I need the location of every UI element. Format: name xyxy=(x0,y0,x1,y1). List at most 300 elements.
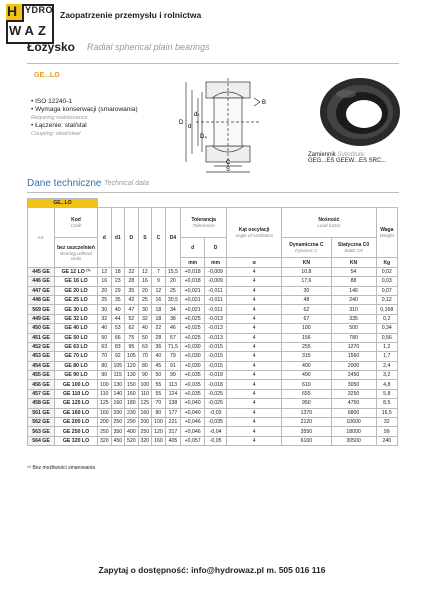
table-cell: 71,5 xyxy=(165,342,181,351)
col-load: Nośność Load factor xyxy=(282,208,376,238)
table-cell: 320 xyxy=(98,436,112,445)
table-cell: 36 xyxy=(152,342,166,351)
table-cell: 63 xyxy=(138,342,152,351)
table-cell: 561 GE xyxy=(28,408,55,417)
col-weight: Waga Weight xyxy=(376,208,397,258)
table-cell: 30 xyxy=(98,305,112,314)
table-cell: 83 xyxy=(111,342,125,351)
table-cell: 446 GE xyxy=(28,277,55,286)
table-row xyxy=(28,324,398,333)
table-row xyxy=(28,436,398,445)
table-cell: 70 xyxy=(98,352,112,361)
table-cell: -0,04 xyxy=(205,427,227,436)
label-C: C xyxy=(226,160,231,166)
table-cell: 2450 xyxy=(331,371,376,380)
table-cell: 3050 xyxy=(331,380,376,389)
table-cell: 6100 xyxy=(282,436,331,445)
feature-iso: • ISO 12240-1 xyxy=(31,98,72,105)
table-row xyxy=(28,305,398,314)
table-cell: 1,7 xyxy=(376,352,397,361)
table-cell: +0,057 xyxy=(181,436,205,445)
table-cell: 66 xyxy=(111,333,125,342)
label-S: S xyxy=(226,167,231,173)
table-cell: 25 xyxy=(98,295,112,304)
table-cell: 2,4 xyxy=(376,361,397,370)
table-cell: +0,046 xyxy=(181,418,205,427)
table-row xyxy=(28,389,398,398)
table-cell: -0,018 xyxy=(205,380,227,389)
table-cell: 80 xyxy=(138,361,152,370)
table-cell: 160 xyxy=(152,436,166,445)
table-cell: 38 xyxy=(165,314,181,323)
table-cell: 200 xyxy=(138,418,152,427)
table-cell: 47 xyxy=(125,305,139,314)
table-cell: 400 xyxy=(282,361,331,370)
table-row xyxy=(28,408,398,417)
table-cell: 5,8 xyxy=(376,389,397,398)
col-dyn: Dynamiczna C Dynamic C xyxy=(282,238,331,258)
table-row xyxy=(28,342,398,351)
table-cell: 105 xyxy=(125,352,139,361)
table-cell: 255 xyxy=(282,342,331,351)
unit-kg: Kg xyxy=(376,258,397,267)
table-cell: 0,2 xyxy=(376,314,397,323)
page-title: Łożysko xyxy=(27,40,76,54)
table-cell: GE 90 LO xyxy=(55,371,98,380)
table-cell: 99 xyxy=(376,427,397,436)
table-cell: 30,5 xyxy=(165,295,181,304)
table-cell: 91 xyxy=(165,361,181,370)
table-cell: 0,07 xyxy=(376,286,397,295)
table-cell: 4 xyxy=(227,267,282,276)
table-cell: GE 40 LO xyxy=(55,324,98,333)
table-cell: 80 xyxy=(152,408,166,417)
col-D4: D4 xyxy=(165,208,181,267)
table-cell: 12 xyxy=(152,286,166,295)
table-cell: -0,013 xyxy=(205,324,227,333)
table-cell: 16 xyxy=(98,277,112,286)
col-S: S xyxy=(138,208,152,267)
table-cell: 20 xyxy=(165,277,181,286)
table-cell: 4 xyxy=(227,380,282,389)
unit-mm-tol-D: mm xyxy=(205,258,227,267)
table-cell: 451 GE xyxy=(28,333,55,342)
table-cell: 4,8 xyxy=(376,380,397,389)
table-cell: 120 xyxy=(152,427,166,436)
table-cell: 70 xyxy=(138,352,152,361)
col-d1: d1 xyxy=(111,208,125,267)
table-cell: 4 xyxy=(227,286,282,295)
table-cell: -0,009 xyxy=(205,267,227,276)
table-row xyxy=(28,352,398,361)
table-cell: 88 xyxy=(331,277,376,286)
table-cell: GE 70 LO xyxy=(55,352,98,361)
table-cell: GE 200 LO xyxy=(55,418,98,427)
table-cell: GE 50 LO xyxy=(55,333,98,342)
table-cell: -0,025 xyxy=(205,389,227,398)
table-cell: 105 xyxy=(111,361,125,370)
table-cell: 50 xyxy=(152,371,166,380)
table-cell: 500 xyxy=(331,324,376,333)
feature-maintenance-en: Requiring maintenance xyxy=(31,115,88,121)
table-cell: 780 xyxy=(331,333,376,342)
table-cell: 10600 xyxy=(331,418,376,427)
table-cell: 16 xyxy=(138,277,152,286)
table-cell: 23 xyxy=(111,277,125,286)
table-cell: 221 xyxy=(165,418,181,427)
col-tolerance: Tolerancja Tolerances xyxy=(181,208,227,238)
company-logo xyxy=(6,4,52,42)
table-cell: 100 xyxy=(282,324,331,333)
table-cell: -0,015 xyxy=(205,342,227,351)
table-cell: 454 GE xyxy=(28,361,55,370)
table-cell: GE 63 LO xyxy=(55,342,98,351)
table-row xyxy=(28,371,398,380)
table-cell: -0,018 xyxy=(205,371,227,380)
table-cell: -0,05 xyxy=(205,436,227,445)
table-cell: 1270 xyxy=(331,342,376,351)
table-row xyxy=(28,267,398,276)
table-cell: 1,2 xyxy=(376,342,397,351)
table-row xyxy=(28,399,398,408)
table-cell: +0,021 xyxy=(181,286,205,295)
table-cell: 0,168 xyxy=(376,305,397,314)
features-list xyxy=(31,98,138,138)
col-d: d xyxy=(98,208,112,267)
table-cell: 79 xyxy=(165,352,181,361)
table-cell: GE 20 LO xyxy=(55,286,98,295)
table-cell: 110 xyxy=(138,389,152,398)
table-cell: -0,035 xyxy=(205,418,227,427)
table-cell: 130 xyxy=(125,371,139,380)
table-cell: 6800 xyxy=(331,408,376,417)
table-cell: 250 xyxy=(138,427,152,436)
table-cell: +0,018 xyxy=(181,277,205,286)
table-cell: 4 xyxy=(227,305,282,314)
table-cell: 350 xyxy=(111,427,125,436)
table-cell: 17,6 xyxy=(282,277,331,286)
table-cell: +0,025 xyxy=(181,314,205,323)
table-cell: -0,03 xyxy=(205,408,227,417)
table-row xyxy=(28,314,398,323)
table-cell: 32 xyxy=(98,314,112,323)
col-C: C xyxy=(152,208,166,267)
table-cell: 40 xyxy=(152,352,166,361)
table-cell: 0,34 xyxy=(376,324,397,333)
table-cell: GE 100 LO xyxy=(55,380,98,389)
col-tol-D: D xyxy=(205,238,227,258)
table-cell: 95 xyxy=(125,342,139,351)
col-D: D xyxy=(125,208,139,267)
table-cell: 450 GE xyxy=(28,324,55,333)
table-cell: 54 xyxy=(331,267,376,276)
table-cell: +0,040 xyxy=(181,399,205,408)
table-cell: 4 xyxy=(227,436,282,445)
table-cell: 458 GE xyxy=(28,399,55,408)
table-cell: 4 xyxy=(227,324,282,333)
table-cell: +0,035 xyxy=(181,389,205,398)
table-cell: 18 xyxy=(111,267,125,276)
label-D: D xyxy=(179,120,184,126)
table-cell: 28 xyxy=(152,333,166,342)
table-cell: 12 xyxy=(98,267,112,276)
table-cell: +0,021 xyxy=(181,295,205,304)
substitute-info xyxy=(308,152,418,164)
table-cell: 4 xyxy=(227,333,282,342)
table-row xyxy=(28,286,398,295)
table-cell: 90 xyxy=(138,371,152,380)
table-cell: GE 160 LO xyxy=(55,408,98,417)
table-cell: 4 xyxy=(227,427,282,436)
table-cell: 4 xyxy=(227,277,282,286)
table-cell: 610 xyxy=(282,380,331,389)
table-cell: 120 xyxy=(125,361,139,370)
table-cell: 160 xyxy=(98,408,112,417)
table-cell: 445 GE xyxy=(28,267,55,276)
table-cell: 138 xyxy=(165,399,181,408)
table-cell: 3550 xyxy=(282,427,331,436)
table-cell: 115 xyxy=(111,371,125,380)
table-cell: 1370 xyxy=(282,408,331,417)
table-cell: 16,5 xyxy=(376,408,397,417)
bearing-cross-section-diagram xyxy=(176,76,296,174)
table-cell: 240 xyxy=(331,295,376,304)
table-cell: 200 xyxy=(111,408,125,417)
table-cell: +0,025 xyxy=(181,333,205,342)
table-cell: GE 32 LO xyxy=(55,314,98,323)
divider xyxy=(27,192,399,193)
table-cell: 405 xyxy=(165,436,181,445)
table-cell: 67 xyxy=(282,314,331,323)
table-cell: 156 xyxy=(282,333,331,342)
contact-info: Zapytaj o dostępność: info@hydrowaz.pl m. 505 016 116 xyxy=(98,565,326,575)
table-cell: 655 xyxy=(282,389,331,398)
table-cell: 113 xyxy=(165,380,181,389)
table-row xyxy=(28,418,398,427)
table-cell: 22 xyxy=(125,267,139,276)
table-cell: 452 GE xyxy=(28,342,55,351)
table-cell: 124 xyxy=(165,389,181,398)
table-cell: 15,5 xyxy=(165,267,181,276)
table-cell: 32 xyxy=(376,418,397,427)
table-cell: 4750 xyxy=(331,399,376,408)
table-cell: 200 xyxy=(98,418,112,427)
table-cell: GE 110 LO xyxy=(55,389,98,398)
unit-kn-stat: KN xyxy=(331,258,376,267)
table-cell: 18 xyxy=(152,305,166,314)
table-cell: 99 xyxy=(165,371,181,380)
feature-coupling-en: Coupling: steel/steel xyxy=(31,131,81,137)
table-cell: +0,030 xyxy=(181,342,205,351)
col-angle: Kąt oscylacji Angle of oscillation xyxy=(227,208,282,258)
table-cell: 18 xyxy=(152,314,166,323)
table-cell: 160 xyxy=(111,399,125,408)
table-cell: 569 GE xyxy=(28,305,55,314)
table-cell: 80 xyxy=(98,361,112,370)
table-cell: +0,018 xyxy=(181,267,205,276)
table-cell: 30 xyxy=(138,305,152,314)
table-cell: 150 xyxy=(125,380,139,389)
table-cell: 0,12 xyxy=(376,295,397,304)
technical-data-table xyxy=(27,198,398,446)
table-cell: GE 12 LO ⁽¹⁾ xyxy=(55,267,98,276)
table-cell: 34 xyxy=(165,305,181,314)
table-cell: 177 xyxy=(165,408,181,417)
table-cell: -0,013 xyxy=(205,333,227,342)
table-row xyxy=(28,380,398,389)
table-cell: +0,025 xyxy=(181,324,205,333)
table-cell: 230 xyxy=(125,408,139,417)
table-cell: 57 xyxy=(165,333,181,342)
table-cell: 7 xyxy=(152,267,166,276)
col-stat: Statyczna C0 Static C0 xyxy=(331,238,376,258)
table-cell: 25 xyxy=(165,286,181,295)
table-cell: 317 xyxy=(165,427,181,436)
unit-mm-tol-d: mm xyxy=(181,258,205,267)
table-cell: +0,035 xyxy=(181,380,205,389)
table-cell: 125 xyxy=(98,399,112,408)
series-code: GE...LO xyxy=(34,72,60,79)
table-cell: 40 xyxy=(98,324,112,333)
tagline: Zaopatrzenie przemysłu i rolnictwa xyxy=(60,10,202,20)
table-cell: GE 125 LO xyxy=(55,399,98,408)
table-cell: 0,03 xyxy=(376,277,397,286)
table-cell: GE 25 LO xyxy=(55,295,98,304)
table-cell: +0,040 xyxy=(181,408,205,417)
table-cell: 3250 xyxy=(331,389,376,398)
table-cell: GE 30 LO xyxy=(55,305,98,314)
substitute-list: GEG...ES GEEW...ES SRC... xyxy=(308,158,387,164)
label-dk: dₖ xyxy=(194,112,200,118)
table-cell: 18000 xyxy=(331,427,376,436)
table-cell: -0,011 xyxy=(205,295,227,304)
table-cell: 320 xyxy=(138,436,152,445)
feature-coupling: • Łączenie: stal/stal xyxy=(31,122,87,129)
table-cell: 30 xyxy=(282,286,331,295)
table-cell: -0,011 xyxy=(205,286,227,295)
logo-text-top: YDRO xyxy=(25,5,54,15)
logo-mark: H xyxy=(7,3,18,19)
table-cell: 456 GE xyxy=(28,380,55,389)
table-cell: 2120 xyxy=(282,418,331,427)
table-cell: 146 xyxy=(331,286,376,295)
section-title: Dane techniczne xyxy=(27,178,102,189)
table-cell: 32 xyxy=(138,314,152,323)
table-cell: -0,015 xyxy=(205,361,227,370)
table-cell: -0,009 xyxy=(205,277,227,286)
table-cell: -0,011 xyxy=(205,305,227,314)
table-cell: 20 xyxy=(98,286,112,295)
table-cell: +0,021 xyxy=(181,305,205,314)
logo-text-bottom: WAZ xyxy=(9,23,50,38)
table-cell: 40 xyxy=(138,324,152,333)
table-cell: 20 xyxy=(138,286,152,295)
table-cell: 9 xyxy=(152,277,166,286)
table-row xyxy=(28,277,398,286)
table-cell: 44 xyxy=(111,314,125,323)
table-cell: GE 250 LO xyxy=(55,427,98,436)
table-cell: GE 80 LO xyxy=(55,361,98,370)
table-cell: 400 xyxy=(125,427,139,436)
substitute-label-en: Substitute: xyxy=(337,152,366,158)
table-cell: 250 xyxy=(111,418,125,427)
table-cell: 48 xyxy=(282,295,331,304)
table-cell: +0,030 xyxy=(181,361,205,370)
table-cell: 240 xyxy=(376,436,397,445)
table-cell: 8,5 xyxy=(376,399,397,408)
table-cell: 4 xyxy=(227,389,282,398)
col-bez: bez uszczelnień Bearing without seals xyxy=(55,238,98,267)
table-cell: 22 xyxy=(152,324,166,333)
table-cell: 62 xyxy=(282,305,331,314)
table-cell: 90 xyxy=(98,371,112,380)
col-tol-d: d xyxy=(181,238,205,258)
table-cell: 110 xyxy=(98,389,112,398)
table-cell: GE 320 LO xyxy=(55,436,98,445)
page-title-en: Radial spherical plain bearings xyxy=(87,42,210,52)
table-cell: 35 xyxy=(125,286,139,295)
table-cell: 25 xyxy=(138,295,152,304)
table-cell: 100 xyxy=(138,380,152,389)
table-cell: 29 xyxy=(111,286,125,295)
table-cell: 28 xyxy=(125,277,139,286)
table-cell: 450 xyxy=(111,436,125,445)
table-cell: 50 xyxy=(98,333,112,342)
table-cell: 4 xyxy=(227,314,282,323)
table-cell: 4 xyxy=(227,295,282,304)
table-cell: -0,025 xyxy=(205,399,227,408)
table-cell: 50 xyxy=(138,333,152,342)
table-cell: 1560 xyxy=(331,352,376,361)
table-row xyxy=(28,427,398,436)
unit-kn-dyn: KN xyxy=(282,258,331,267)
table-cell: 46 xyxy=(165,324,181,333)
table-cell: 16 xyxy=(152,295,166,304)
table-cell: 2000 xyxy=(331,361,376,370)
table-cell: 4 xyxy=(227,342,282,351)
table-cell: 0,56 xyxy=(376,333,397,342)
col-art: Art. xyxy=(28,208,55,267)
table-cell: 950 xyxy=(282,399,331,408)
divider xyxy=(27,63,399,64)
unit-alpha: α xyxy=(227,258,282,267)
table-row xyxy=(28,361,398,370)
table-cell: 520 xyxy=(125,436,139,445)
table-cell: 100 xyxy=(98,380,112,389)
table-cell: +0,030 xyxy=(181,352,205,361)
substitute-label: Zamiennik xyxy=(308,152,336,158)
table-cell: 10,8 xyxy=(282,267,331,276)
table-cell: 4 xyxy=(227,408,282,417)
table-cell: 310 xyxy=(331,305,376,314)
bearing-photo xyxy=(316,74,404,150)
table-cell: 453 GE xyxy=(28,352,55,361)
table-cell: 42 xyxy=(125,295,139,304)
table-cell: 53 xyxy=(111,324,125,333)
table-cell: 562 GE xyxy=(28,418,55,427)
label-D4: D₄ xyxy=(200,134,207,140)
table-cell: 160 xyxy=(138,408,152,417)
feature-maintenance: • Wymaga konserwacji (smarowania) xyxy=(31,106,138,113)
table-cell: 335 xyxy=(331,314,376,323)
table-cell: 140 xyxy=(111,389,125,398)
group-header: GE...LO xyxy=(28,199,98,208)
table-cell: 4 xyxy=(227,418,282,427)
table-cell: 4 xyxy=(227,371,282,380)
table-cell: 100 xyxy=(152,418,166,427)
table-cell: 35 xyxy=(111,295,125,304)
table-cell: 4 xyxy=(227,361,282,370)
